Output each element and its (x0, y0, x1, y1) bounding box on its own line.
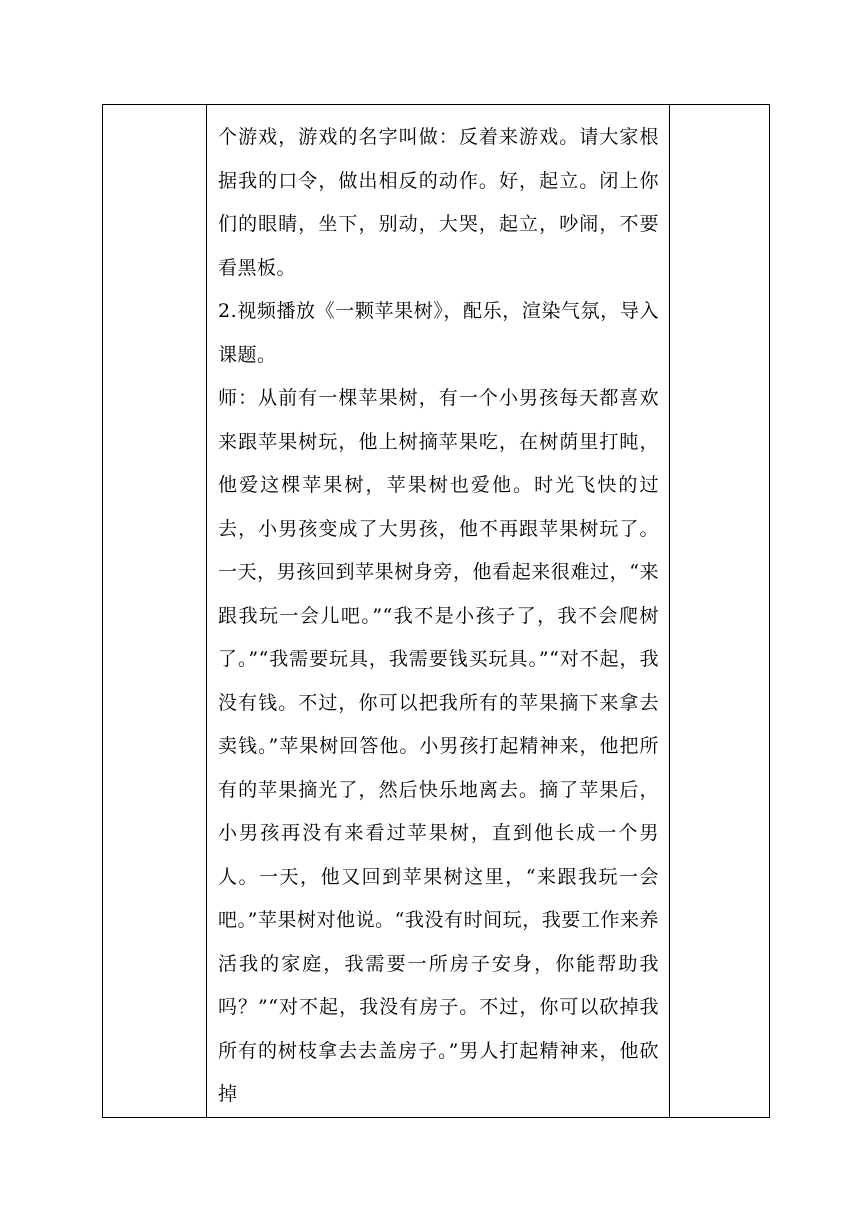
lesson-content (207, 105, 669, 1117)
lesson-plan-table (102, 104, 770, 1118)
table-row (103, 105, 770, 1118)
main-content-cell (207, 105, 670, 1118)
video-step-paragraph: 2.视频播放《一颗苹果树》，配乐，渲染气氛，导入课题。 (218, 300, 659, 366)
right-column-cell (670, 105, 770, 1118)
story-paragraph: 师：从前有一棵苹果树，有一个小男孩每天都喜欢来跟苹果树玩，他上树摘苹果吃，在树荫里打盹，他爱这棵苹果树，苹果树也爱他。时光飞快的过去，小男孩变成了大男孩，他不再跟苹果树玩了。一天，男孩回到苹果树身旁，他看起来很难过，“来跟我玩一会儿吧。”“我不是小孩子了，我不会爬树了。”“我需要玩具，我需要钱买玩具。”“对不起，我没有钱。不过，你可以把我所有的苹果摘下来拿去卖钱。”苹果树回答他。小男孩打起精神来，他把所有的苹果摘光了，然后快乐地离去。摘了苹果后，小男孩再没有来看过苹果树，直到他长成一个男人。一天，他又回到苹果树这里，“来跟我玩一会吧。”苹果树对他说。“我没有时间玩，我要工作来养活我的家庭，我需要一所房子安身，你能帮助我吗？”“对不起，我没有房子。不过，你可以砍掉我所有的树枝拿去去盖房子。”男人打起精神来，他砍掉 (218, 387, 659, 1105)
left-column-cell (103, 105, 207, 1118)
game-intro-paragraph: 个游戏，游戏的名字叫做：反着来游戏。请大家根据我的口令，做出相反的动作。好，起立。闭上你们的眼睛，坐下，别动，大哭，起立，吵闹，不要看黑板。 (218, 126, 659, 279)
